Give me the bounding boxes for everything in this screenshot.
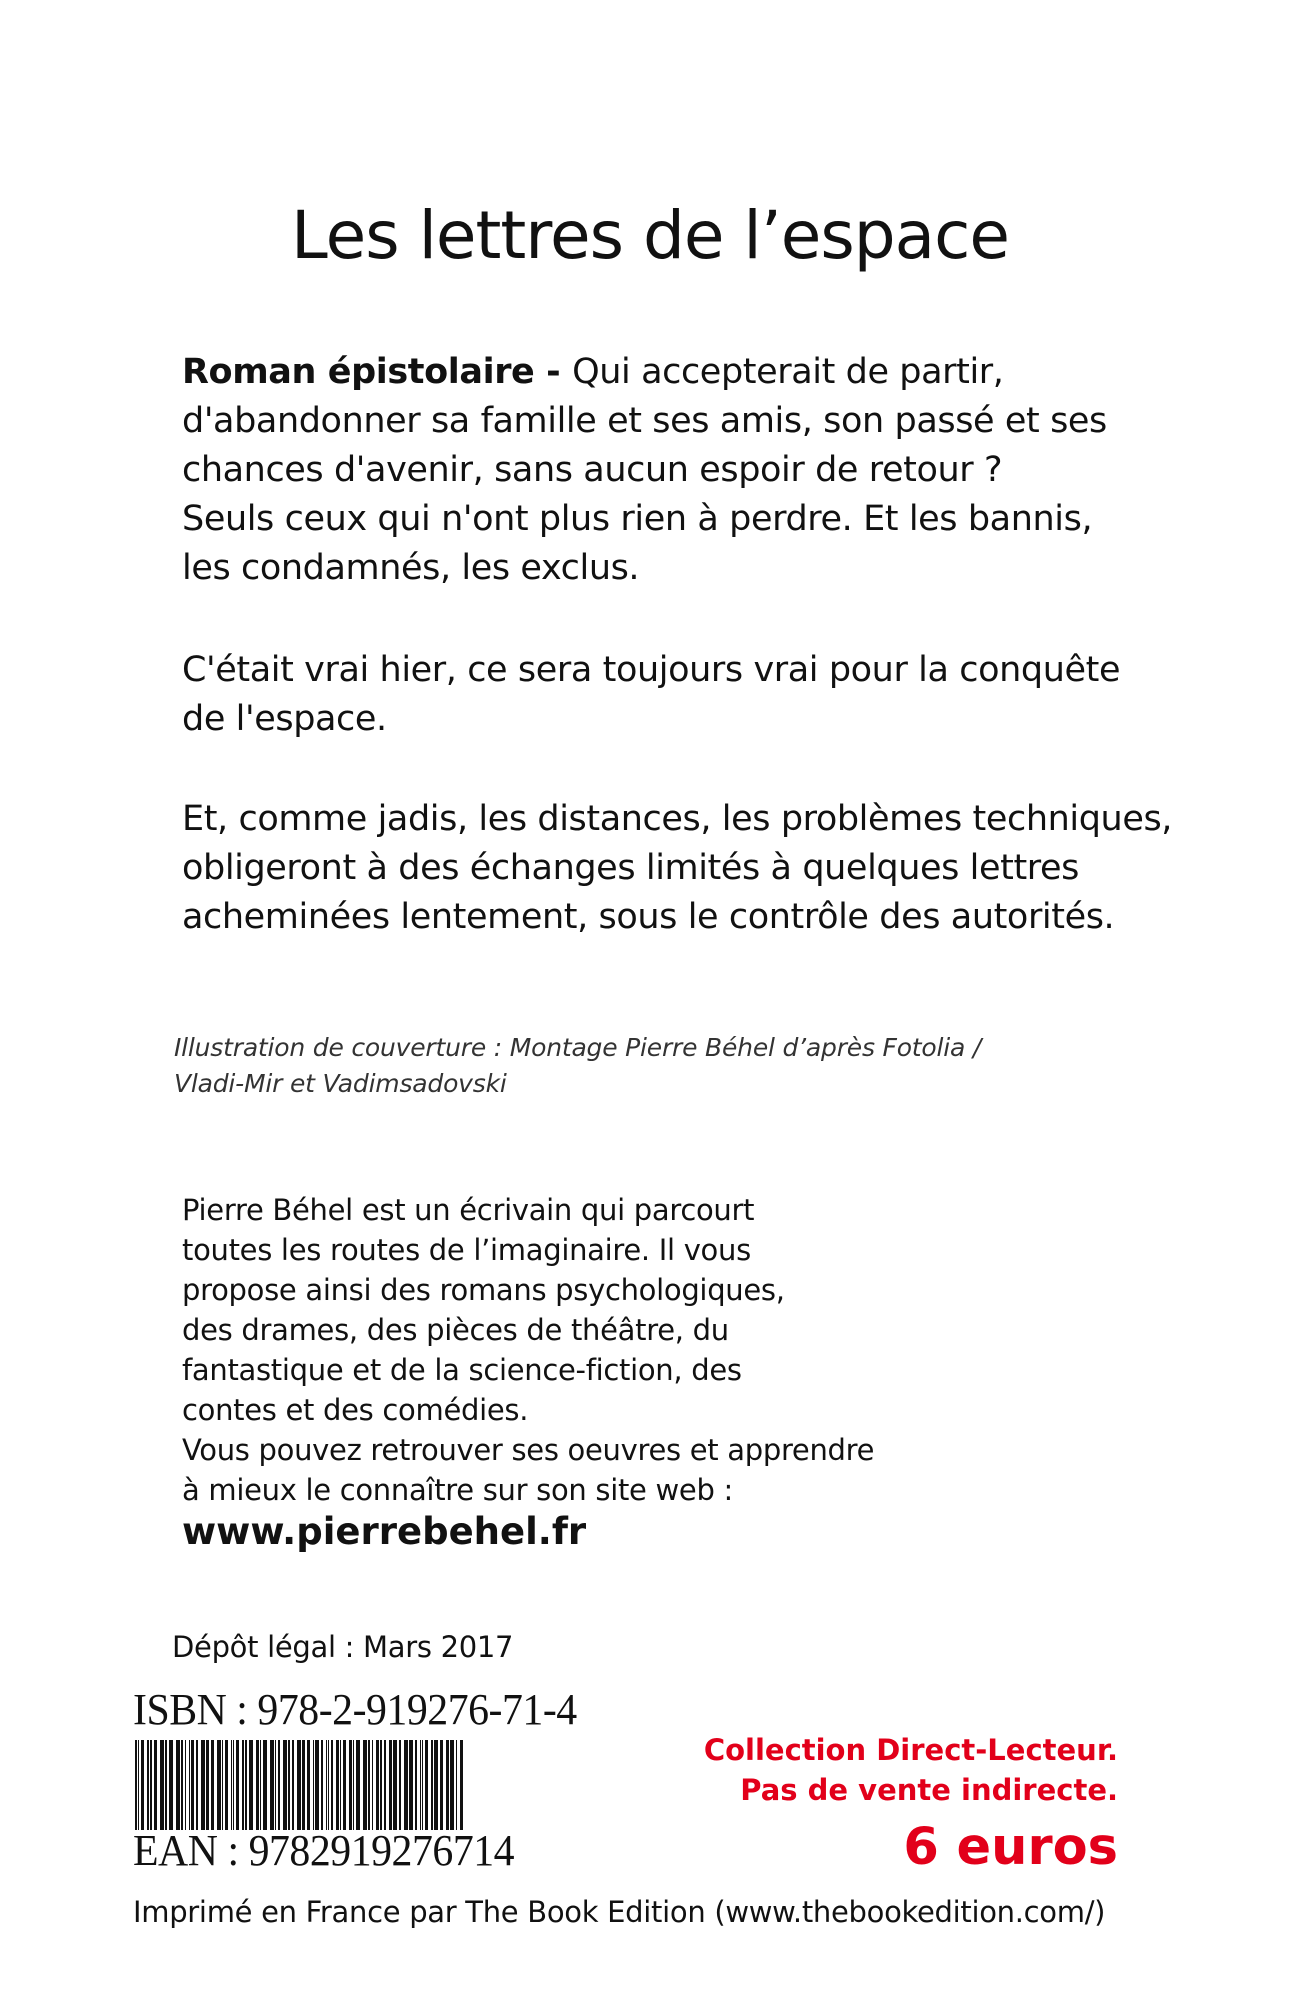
barcode-bar xyxy=(404,1740,408,1830)
barcode-bar xyxy=(321,1740,323,1830)
blurb-line: chances d'avenir, sans aucun espoir de retour ? xyxy=(182,450,1003,490)
credit-line: Illustration de couverture : Montage Pierre Béhel d’après Fotolia / xyxy=(174,1033,982,1062)
collection-line: Pas de vente indirecte. xyxy=(740,1773,1118,1807)
barcode-bar xyxy=(189,1740,190,1830)
isbn-number: ISBN : 978-2-919276-71-4 xyxy=(133,1685,577,1734)
barcode-bar xyxy=(147,1740,149,1830)
barcode-bar xyxy=(434,1740,438,1830)
barcode-bar xyxy=(256,1740,259,1830)
barcode-bar xyxy=(233,1740,234,1830)
barcode-bar xyxy=(211,1740,214,1830)
barcode-bar xyxy=(384,1740,386,1830)
barcode-bar xyxy=(283,1740,287,1830)
bio-line: des drames, des pièces de théâtre, du xyxy=(182,1313,729,1347)
blurb-line: C'était vrai hier, ce sera toujours vrai pour la conquête xyxy=(182,650,1121,690)
barcode-bar xyxy=(326,1740,327,1830)
barcode-bar xyxy=(275,1740,276,1830)
barcode-bar xyxy=(372,1740,373,1830)
barcode-bar xyxy=(349,1740,352,1830)
barcode-bar xyxy=(297,1740,301,1830)
barcode-bar xyxy=(201,1740,205,1830)
blurb-line: de l'espace. xyxy=(182,699,387,739)
bio-line: contes et des comédies. xyxy=(182,1393,529,1427)
barcode-bar xyxy=(450,1740,454,1830)
barcode-bar xyxy=(415,1740,417,1830)
barcode-bar xyxy=(196,1740,198,1830)
bio-line: à mieux le connaître sur son site web : xyxy=(182,1473,733,1507)
barcode-bar xyxy=(420,1740,421,1830)
barcode-bar xyxy=(141,1740,144,1830)
bio-line: propose ainsi des romans psychologiques, xyxy=(182,1273,785,1307)
barcode-bar xyxy=(135,1740,137,1830)
barcode-bar xyxy=(150,1740,152,1830)
barcode-image xyxy=(135,1740,465,1830)
blurb-line: acheminées lentement, sous le contrôle des autorités. xyxy=(182,897,1115,937)
barcode-bar xyxy=(363,1740,367,1830)
ean-number: EAN : 9782919276714 xyxy=(133,1826,515,1875)
bio-line: fantastique et de la science-fiction, des xyxy=(182,1353,742,1387)
barcode-bar xyxy=(176,1740,180,1830)
barcode-bar xyxy=(380,1740,382,1830)
barcode-bar xyxy=(431,1740,433,1830)
collection-notice xyxy=(704,1730,1118,1810)
barcode-bar xyxy=(331,1740,333,1830)
barcode-bar xyxy=(260,1740,261,1830)
blurb-paragraph-2 xyxy=(182,646,1252,744)
barcode-bar xyxy=(440,1740,443,1830)
barcode-bar xyxy=(409,1740,413,1830)
barcode-bar xyxy=(353,1740,354,1830)
illustration-credit xyxy=(174,1030,981,1102)
barcode-bar xyxy=(460,1740,463,1830)
barcode-bar xyxy=(236,1740,239,1830)
barcode-bar xyxy=(456,1740,457,1830)
bio-line: Vous pouvez retrouver ses oeuvres et apprendre xyxy=(182,1433,875,1467)
barcode-bar xyxy=(138,1740,139,1830)
blurb-line: Et, comme jadis, les distances, les problèmes techniques, xyxy=(182,799,1173,839)
blurb-line xyxy=(182,348,1252,397)
barcode-bar xyxy=(217,1740,221,1830)
barcode-bar xyxy=(313,1740,314,1830)
author-bio xyxy=(182,1190,874,1510)
blurb-line: d'abandonner sa famille et ses amis, son passé et ses xyxy=(182,401,1107,441)
barcode-bar xyxy=(245,1740,247,1830)
barcode-bar xyxy=(328,1740,329,1830)
barcode-bar xyxy=(181,1740,183,1830)
genre-label: Roman épistolaire - xyxy=(182,352,573,392)
bio-line: Pierre Béhel est un écrivain qui parcourt xyxy=(182,1193,755,1227)
printer-notice: Imprimé en France par The Book Edition (www.thebookedition.com/) xyxy=(133,1895,1106,1929)
barcode-bar xyxy=(222,1740,223,1830)
barcode-bar xyxy=(336,1740,339,1830)
barcode-bar xyxy=(302,1740,305,1830)
barcode-bar xyxy=(242,1740,244,1830)
barcode-bar xyxy=(356,1740,360,1830)
barcode-bar xyxy=(288,1740,290,1830)
barcode-bar xyxy=(249,1740,253,1830)
barcode-bar xyxy=(206,1740,209,1830)
barcode-bar xyxy=(446,1740,449,1830)
barcode-bar xyxy=(231,1740,232,1830)
collection-line: Collection Direct-Lecteur. xyxy=(703,1733,1118,1767)
barcode-bar xyxy=(315,1740,319,1830)
blurb-line: les condamnés, les exclus. xyxy=(182,548,640,588)
barcode-bar xyxy=(343,1740,346,1830)
blurb-paragraph-1 xyxy=(182,348,1252,593)
barcode-bar xyxy=(368,1740,370,1830)
barcode-bar xyxy=(154,1740,157,1830)
barcode-bar xyxy=(165,1740,167,1830)
barcode-bar xyxy=(389,1740,392,1830)
barcode-bar xyxy=(263,1740,267,1830)
author-website: www.pierrebehel.fr xyxy=(182,1510,587,1553)
blurb-line-text: Qui accepterait de partir, xyxy=(572,352,1004,392)
barcode-bar xyxy=(399,1740,401,1830)
barcode-bar xyxy=(307,1740,310,1830)
blurb-line: Seuls ceux qui n'ont plus rien à perdre. Et les bannis, xyxy=(182,499,1093,539)
barcode-bar xyxy=(191,1740,194,1830)
barcode-bar xyxy=(425,1740,428,1830)
barcode-bar xyxy=(422,1740,423,1830)
barcode-bar xyxy=(270,1740,274,1830)
barcode-bar xyxy=(169,1740,173,1830)
legal-deposit: Dépôt légal : Mars 2017 xyxy=(172,1630,514,1664)
barcode-bar xyxy=(225,1740,228,1830)
book-title: Les lettres de l’espace xyxy=(291,197,1009,274)
barcode-bar xyxy=(393,1740,397,1830)
barcode-bar xyxy=(160,1740,164,1830)
credit-line: Vladi-Mir et Vadimsadovski xyxy=(174,1069,507,1098)
price-label: 6 euros xyxy=(903,1818,1118,1877)
bio-line: toutes les routes de l’imaginaire. Il vous xyxy=(182,1233,751,1267)
barcode-bar xyxy=(185,1740,186,1830)
blurb-line: obligeront à des échanges limités à quelques lettres xyxy=(182,848,1079,888)
barcode-bar xyxy=(340,1740,341,1830)
barcode-bar xyxy=(292,1740,294,1830)
barcode-bar xyxy=(376,1740,379,1830)
barcode-bar xyxy=(278,1740,280,1830)
blurb-paragraph-3 xyxy=(182,795,1252,942)
